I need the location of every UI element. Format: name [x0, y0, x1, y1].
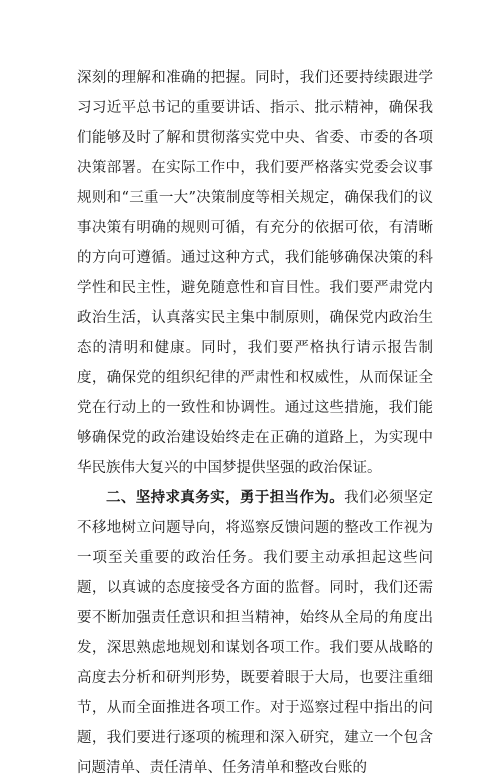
section-heading: 二、坚持求真务实，勇于担当作为。 — [106, 490, 345, 506]
paragraph-section-two — [77, 483, 433, 783]
section-body: 我们必须坚定不移地树立问题导向，将巡察反馈问题的整改工作视为一项至关重要的政治任务。我们要主动承担起这些问题，以真诚的态度接受各方面的监督。同时，我们还需要不断加强责任意识和担当精神，始终从全局的角度出发，深思熟虑地规划和谋划各项工作。我们要从战略的高度去分析和研判形势，既要着眼于大局，也要注重细节，从而全面推进各项工作。对于巡察过程中指出的问题，我们要进行逐项的梳理和深入研究，建立一个包含问题清单、责任清单、任务清单和整改台账的 — [77, 490, 433, 776]
document-body — [77, 63, 433, 783]
paragraph-continuation: 深刻的理解和准确的把握。同时，我们还要持续跟进学习习近平总书记的重要讲话、指示、批示精神，确保我们能够及时了解和贯彻落实党中央、省委、市委的各项决策部署。在实际工作中，我们要严格落实党委会议事规则和“三重一大”决策制度等相关规定，确保我们的议事决策有明确的规则可循，有充分的依据可依，有清晰的方向可遵循。通过这种方式，我们能够确保决策的科学性和民主性，避免随意性和盲目性。我们要严肃党内政治生活，认真落实民主集中制原则，确保党内政治生态的清明和健康。同时，我们要严格执行请示报告制度，确保党的组织纪律的严肃性和权威性，从而保证全党在行动上的一致性和协调性。通过这些措施，我们能够确保党的政治建设始终走在正确的道路上，为实现中华民族伟大复兴的中国梦提供坚强的政治保证。 — [77, 70, 433, 476]
